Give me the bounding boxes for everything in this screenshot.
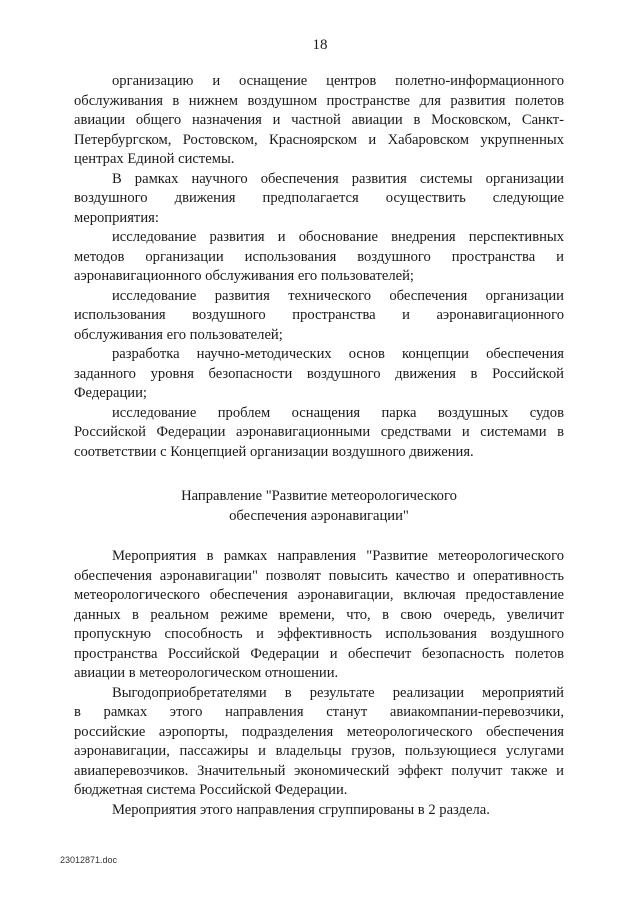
- file-name-footer: 23012871.doc: [60, 855, 118, 865]
- text-line: заданного уровня безопасности воздушного движения в Российской: [74, 365, 564, 382]
- text-line: обслуживания в нижнем воздушном пространстве для развития полетов: [74, 92, 564, 109]
- text-block-1: [74, 72, 564, 462]
- text-line: пропускную способность и эффективность использования воздушного: [74, 626, 564, 642]
- text-line: Мероприятия в рамках направления "Развитие метеорологического: [112, 548, 564, 564]
- text-line: обеспечения аэронавигации" позволят повысить качество и оперативность: [74, 567, 564, 584]
- page-number: 18: [312, 37, 328, 53]
- text-line: метеорологического обеспечения аэронавигации, включая предоставление: [74, 587, 564, 603]
- text-line: Мероприятия этого направления сгруппированы в 2 раздела.: [112, 801, 490, 818]
- text-line: аэронавигации, пассажиры и владельцы грузов, пользующиеся услугами: [74, 743, 564, 759]
- text-line: организацию и оснащение центров полетно-информационного: [112, 73, 564, 89]
- text-line: российские аэропорты, подразделения метеорологического обеспечения: [74, 723, 564, 740]
- text-line: В рамках научного обеспечения развития системы организации: [112, 170, 564, 187]
- text-line: Выгодоприобретателями в результате реализации мероприятий: [112, 684, 564, 701]
- text-line: воздушного движения предполагается осуществить следующие: [74, 190, 564, 206]
- text-line: бюджетная система Российской Федерации.: [74, 782, 348, 798]
- text-line: использования воздушного пространства и аэронавигационного: [74, 307, 564, 323]
- text-line: авиаперевозчиков. Значительный экономический эффект получит также и: [74, 762, 564, 779]
- text-line: Федерации;: [74, 385, 147, 401]
- text-line: Российской Федерации аэронавигационными средствами и системами в: [74, 424, 564, 440]
- text-line: данных в реальном режиме времени, что, в свою очередь, увеличит: [74, 606, 564, 623]
- text-line: обслуживания его пользователей;: [74, 326, 283, 343]
- section-heading-line: Направление "Развитие метеорологического: [181, 488, 457, 504]
- text-line: разработка научно-методических основ концепции обеспечения: [112, 346, 564, 362]
- text-line: мероприятия:: [74, 209, 159, 226]
- text-line: исследование проблем оснащения парка воздушных судов: [112, 404, 564, 421]
- text-line: соответствии с Концепцией организации воздушного движения.: [74, 443, 474, 460]
- text-line: исследование развития и обоснование внедрения перспективных: [112, 229, 564, 245]
- text-line: в рамках этого направления станут авиакомпании-перевозчики,: [74, 704, 564, 720]
- text-line: исследование развития технического обеспечения организации: [112, 287, 564, 304]
- section-heading-line: обеспечения аэронавигации": [229, 507, 409, 524]
- text-line: Петербургском, Ростовском, Красноярском и Хабаровском укрупненных: [74, 131, 564, 148]
- text-line: центрах Единой системы.: [74, 151, 235, 167]
- text-line: пространства Российской Федерации и обеспечит безопасность полетов: [74, 645, 564, 662]
- section-heading: [74, 487, 564, 526]
- text-line: методов организации использования воздушного пространства и: [74, 248, 564, 265]
- text-line: аэронавигационного обслуживания его пользователей;: [74, 268, 414, 284]
- text-block-2: [74, 547, 564, 820]
- text-line: авиации общего назначения и частной авиации в Московском, Санкт-: [74, 112, 564, 128]
- text-line: авиации в метеорологическом отношении.: [74, 665, 339, 681]
